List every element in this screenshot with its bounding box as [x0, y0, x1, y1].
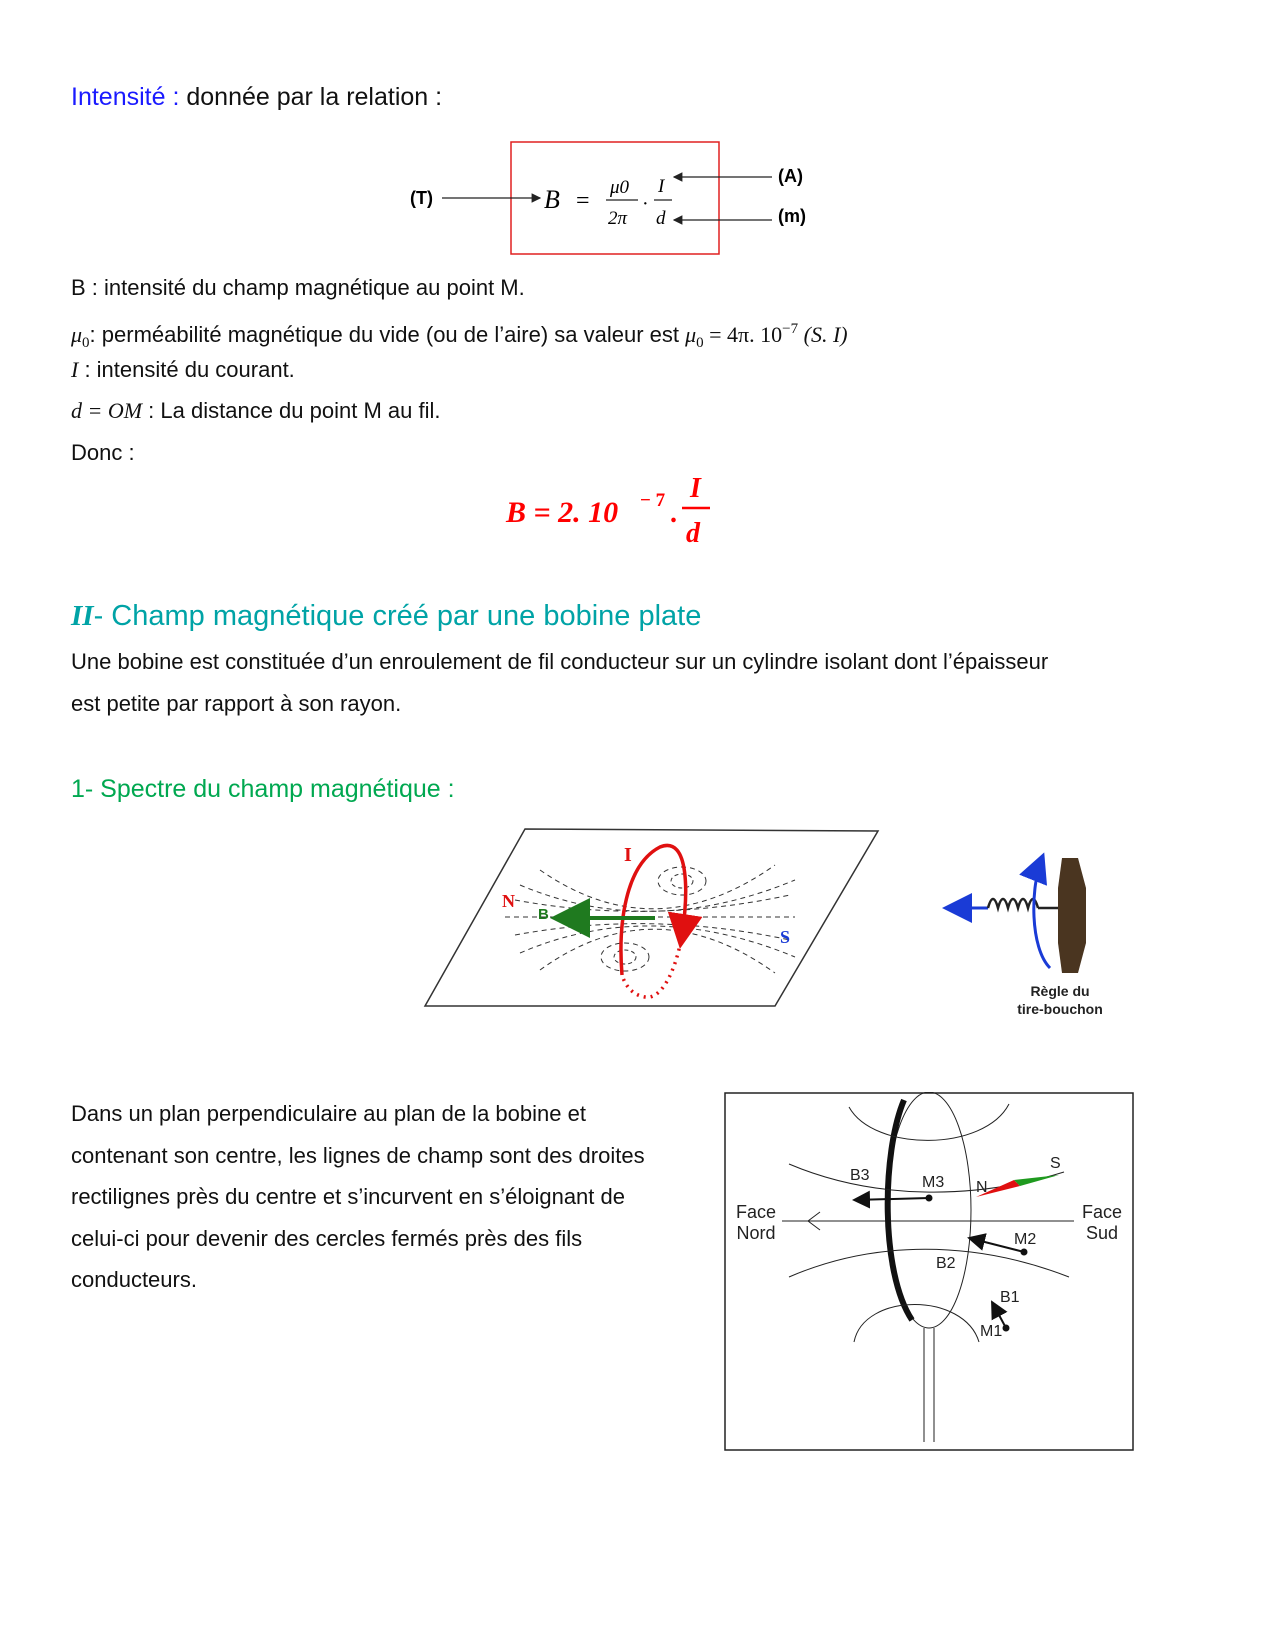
- def-mu0-sub: 0: [82, 335, 90, 351]
- section2-title: - Champ magnétique créé par une bobine plate: [93, 600, 702, 632]
- def-B-text: : intensité du champ magnétique au point M.: [85, 275, 525, 300]
- section2-para-line1: Une bobine est constituée d’un enroulement de fil conducteur sur un cylindre isolant dont l’épaisseur: [71, 649, 1049, 674]
- def-mu0-value-eq: = 4π. 10: [703, 322, 783, 347]
- formula-dot: ·: [642, 193, 649, 215]
- point-M1: [1003, 1325, 1010, 1332]
- def-d-sym: d = OM: [71, 398, 143, 423]
- point-M2: [1021, 1249, 1028, 1256]
- para2: [71, 1093, 645, 1301]
- vector-B3: [854, 1198, 929, 1200]
- face-nord-line1: Face: [735, 1202, 777, 1222]
- formula-frame: [511, 142, 719, 254]
- donc-label: Donc :: [71, 440, 135, 465]
- def-mu0-text: : perméabilité magnétique du vide (ou de l’aire) sa valeur est: [89, 322, 686, 347]
- label-M1: M1: [980, 1323, 1003, 1340]
- result-num: I: [690, 473, 701, 504]
- field-line: [540, 865, 775, 909]
- unit-T-label: (T): [410, 188, 433, 208]
- formula-I: I: [658, 176, 665, 197]
- rule-label-line1: Règle du: [1030, 983, 1090, 999]
- subsection1-heading: [71, 774, 455, 804]
- label-B3: B3: [850, 1167, 870, 1184]
- def-mu0-value-sym: μ: [685, 322, 697, 347]
- fig1-I-label: I: [624, 844, 632, 866]
- fig1-S-label: S: [780, 927, 791, 947]
- intensite-line: [71, 82, 442, 112]
- coil-field-figure: [724, 1092, 1134, 1452]
- para2-line: celui-ci pour devenir des cercles fermés près des fils: [71, 1225, 583, 1251]
- corkscrew-spring: [988, 899, 1038, 908]
- definition-B: [71, 273, 525, 303]
- field-line: [849, 1104, 1009, 1140]
- intensite-text: donnée par la relation :: [179, 83, 443, 111]
- label-M2: M2: [1014, 1231, 1037, 1248]
- field-loop: [614, 950, 636, 964]
- def-B-sym: B: [71, 275, 86, 300]
- definition-I: [71, 355, 295, 385]
- face-sud-line2: Sud: [1085, 1223, 1119, 1243]
- corkscrew-handle: [1058, 858, 1086, 973]
- section2-roman: II: [71, 600, 94, 632]
- para2-line: contenant son centre, les lignes de champ sont des droites: [71, 1142, 645, 1168]
- result-formula: [500, 470, 730, 550]
- fig1-B-label: B: [538, 906, 549, 923]
- result-den: d: [686, 518, 700, 549]
- para2-line: rectilignes près du centre et s’incurvent en s’éloignant de: [71, 1184, 625, 1210]
- fig1-N-label: N: [502, 891, 515, 911]
- def-d-text: : La distance du point M au fil.: [142, 398, 441, 423]
- def-mu0-value-sub: 0: [696, 335, 704, 351]
- def-mu0-sym: μ: [71, 322, 83, 347]
- field-loop: [601, 943, 649, 971]
- label-S: S: [1050, 1155, 1061, 1172]
- section2-para-line2: est petite par rapport à son rayon.: [71, 691, 402, 716]
- definition-mu0: [71, 314, 848, 358]
- corkscrew-rule-figure: [940, 848, 1110, 1023]
- result-exp: − 7: [640, 490, 666, 511]
- formula-d: d: [656, 208, 666, 229]
- unit-m-label: (m): [778, 206, 806, 226]
- para2-line: conducteurs.: [71, 1267, 197, 1293]
- label-M3: M3: [922, 1174, 945, 1191]
- result-dot: .: [670, 498, 677, 529]
- coil-front-wire: [888, 1100, 912, 1320]
- def-I-text: : intensité du courant.: [78, 357, 295, 382]
- field-loop: [671, 874, 693, 888]
- def-I-sym: I: [71, 357, 79, 382]
- rule-label-line2: tire-bouchon: [1017, 1001, 1103, 1017]
- point-M3: [926, 1195, 933, 1202]
- formula-eq: =: [576, 188, 590, 214]
- label-N: N: [976, 1179, 988, 1196]
- formula-mu0: μ0: [610, 177, 630, 198]
- def-mu0-value-exp: −7: [782, 321, 799, 337]
- face-nord-line2: Nord: [736, 1223, 776, 1243]
- definition-d: [71, 396, 440, 426]
- formula-box-figure: [400, 138, 830, 260]
- unit-A-label: (A): [778, 166, 803, 186]
- label-B1: B1: [1000, 1289, 1020, 1306]
- section2-heading: [71, 598, 701, 634]
- face-sud-line1: Face: [1081, 1202, 1123, 1222]
- figure-frame: [725, 1093, 1133, 1450]
- subsection1-title: 1- Spectre du champ magnétique :: [71, 775, 455, 803]
- result-lhs: B = 2. 10: [506, 496, 619, 529]
- current-loop-back: [622, 935, 682, 997]
- needle-south-half: [1014, 1175, 1059, 1186]
- rotation-arrow: [1034, 858, 1050, 968]
- def-mu0-value-unit: (S. I): [798, 322, 848, 347]
- spectrum-figure: [420, 825, 885, 1015]
- label-B2: B2: [936, 1255, 956, 1272]
- formula-two-pi: 2π: [608, 208, 628, 229]
- para2-line: Dans un plan perpendiculaire au plan de la bobine et: [71, 1101, 586, 1126]
- field-loop: [658, 867, 706, 895]
- formula-lhs: B: [544, 185, 560, 214]
- field-line: [520, 926, 795, 957]
- intensite-label: Intensité :: [71, 83, 180, 111]
- field-line: [540, 929, 775, 973]
